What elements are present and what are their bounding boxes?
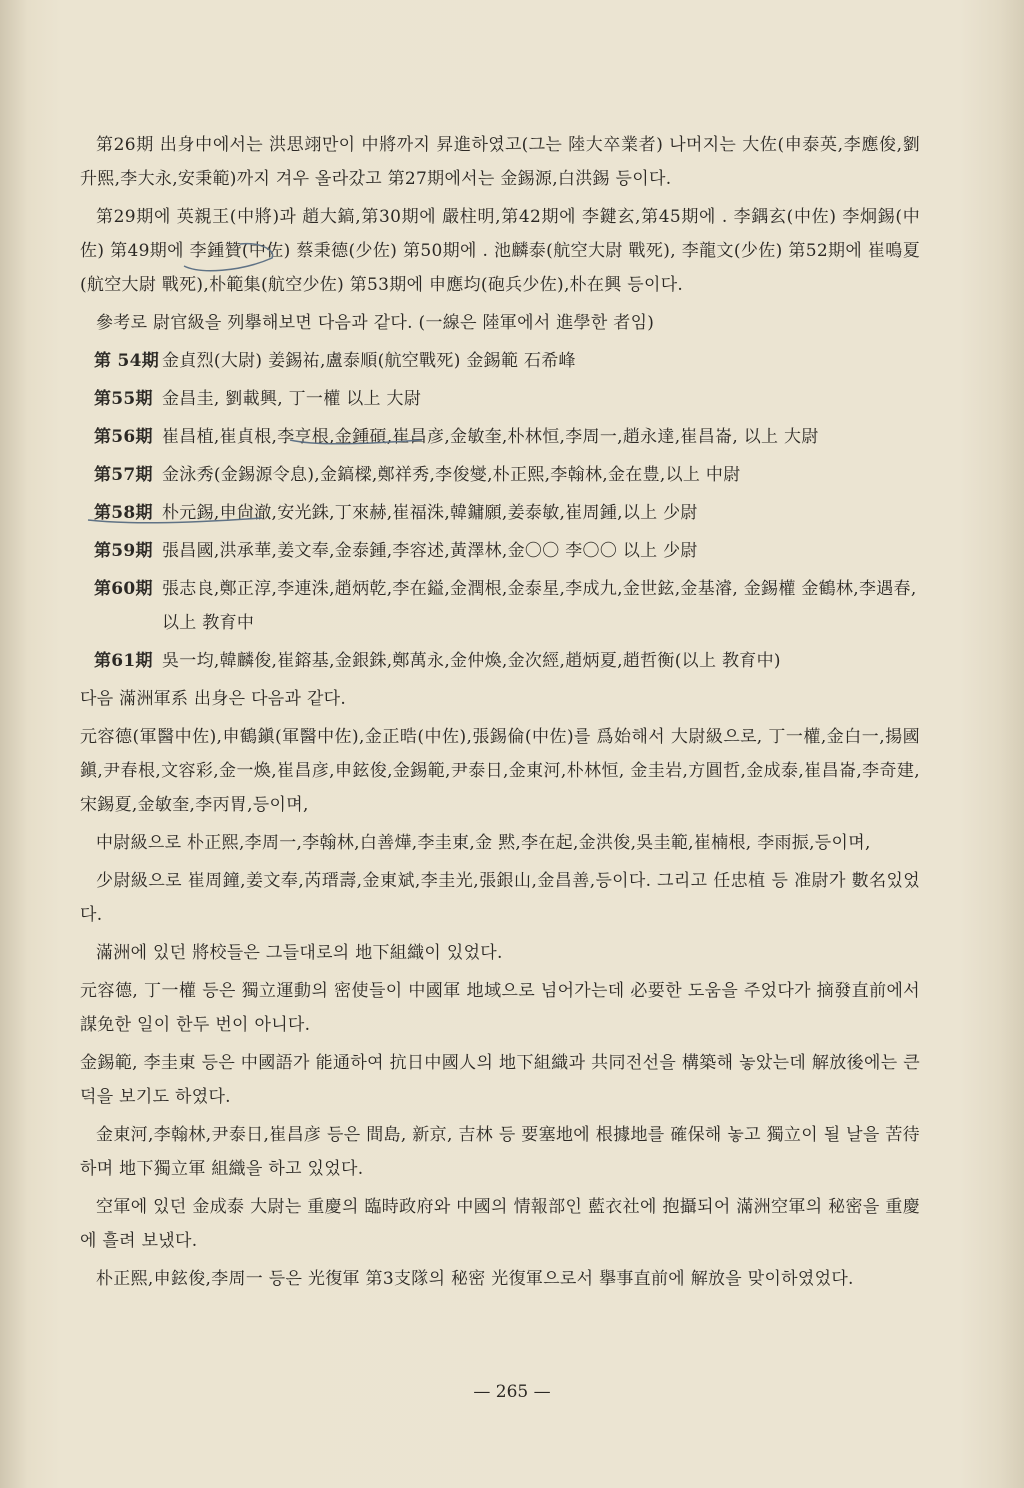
roster-names: 金貞烈(大尉) 姜錫祐,盧泰順(航空戰死) 金錫範 石希峰 bbox=[162, 351, 576, 371]
paragraph: 第26期 出身中에서는 洪思翊만이 中將까지 昇進하였고(그는 陸大卒業者) 나머지는 大佐(申泰英,李應俊,劉升熙,李大永,安秉範)까지 겨우 올라갔고 第27期에서는 金錫源,白洪錫 등이다. bbox=[80, 135, 920, 189]
roster-label: 第60期 bbox=[94, 579, 153, 599]
roster-row bbox=[94, 344, 920, 378]
paragraph: 滿洲에 있던 將校들은 그들대로의 地下組織이 있었다. bbox=[96, 943, 503, 963]
officer-roster bbox=[94, 344, 920, 678]
roster-names: 張昌國,洪承華,姜文奉,金泰鍾,李容述,黃澤林,金〇〇 李〇〇 以上 少尉 bbox=[162, 541, 698, 561]
roster-row bbox=[94, 382, 920, 416]
roster-names: 崔昌植,崔貞根,李亨根,金鍾碩,崔昌彦,金敏奎,朴林恒,李周一,趙永達,崔昌崙, 以上 大尉 bbox=[162, 427, 819, 447]
paragraph: 金東河,李翰林,尹泰日,崔昌彦 등은 間島, 新京, 吉林 등 要塞地에 根據地를 確保해 놓고 獨立이 될 날을 苦待하며 地下獨立軍 組織을 하고 있었다. bbox=[80, 1125, 920, 1179]
roster-label: 第57期 bbox=[94, 465, 153, 485]
roster-label: 第56期 bbox=[94, 427, 153, 447]
roster-row bbox=[94, 534, 920, 568]
paragraph: 空軍에 있던 金成泰 大尉는 重慶의 臨時政府와 中國의 情報部인 藍衣社에 抱攝되어 滿洲空軍의 秘密을 重慶에 흘려 보냈다. bbox=[80, 1197, 920, 1251]
roster-label: 第61期 bbox=[94, 651, 153, 671]
paragraph: 元容德, 丁一權 등은 獨立運動의 密使들이 中國軍 地域으로 넘어가는데 必要한 도움을 주었다가 摘發直前에서 謀免한 일이 한두 번이 아니다. bbox=[80, 981, 920, 1035]
roster-names: 張志良,鄭正淳,李連洙,趙炳乾,李在鎰,金潤根,金泰星,李成九,金世鉉,金基濬, 金錫權 金鶴林,李遇春,以上 教育中 bbox=[162, 579, 917, 633]
roster-row bbox=[94, 644, 920, 678]
roster-label: 第58期 bbox=[94, 503, 153, 523]
paragraph: 金錫範, 李圭東 등은 中國語가 能通하여 抗日中國人의 地下組織과 共同전선을 構築해 놓았는데 解放後에는 큰 덕을 보기도 하였다. bbox=[80, 1053, 920, 1107]
paragraph: 第29期에 英親王(中將)과 趙大鎬,第30期에 嚴柱明,第42期에 李鍵玄,第45期에 . 李鍝玄(中佐) 李炯錫(中佐) 第49期에 李鍾贊(中佐) 蔡秉德(少佐) 第50期에 . 池麟泰(航空大尉 戰死), 李龍文(少佐) 第52期에 崔鳴夏(航空大尉 戰死),朴範集(航空少佐) 第53期에 申應均(砲兵少佐),朴在興 등이다. bbox=[80, 207, 920, 295]
roster-names: 朴元錫,申尙澈,安光銖,丁來赫,崔福洙,韓鏞願,姜泰敏,崔周鍾,以上 少尉 bbox=[162, 503, 698, 523]
roster-row bbox=[94, 496, 920, 530]
roster-label: 第59期 bbox=[94, 541, 153, 561]
roster-names: 金昌圭, 劉載興, 丁一權 以上 大尉 bbox=[162, 389, 422, 409]
roster-row bbox=[94, 420, 920, 454]
paragraph: 參考로 尉官級을 列擧해보면 다음과 같다. (一線은 陸軍에서 進學한 者임) bbox=[96, 313, 655, 333]
roster-names: 吳一均,韓麟俊,崔鎔基,金銀銖,鄭萬永,金仲煥,金次經,趙炳夏,趙哲衡(以上 教育中) bbox=[162, 651, 781, 671]
body-text bbox=[80, 128, 920, 1300]
roster-names: 金泳秀(金錫源令息),金鎬樑,鄭祥秀,李俊燮,朴正熙,李翰林,金在豊,以上 中尉 bbox=[162, 465, 741, 485]
paragraph: 中尉級으로 朴正熙,李周一,李翰林,白善燁,李圭東,金 黙,李在起,金洪俊,吳圭範,崔楠根, 李雨振,등이며, bbox=[96, 833, 871, 853]
roster-row bbox=[94, 572, 920, 640]
paragraph: 朴正熙,申鉉俊,李周一 등은 光復軍 第3支隊의 秘密 光復軍으로서 擧事直前에 解放을 맞이하였었다. bbox=[96, 1269, 854, 1289]
page-number: — 265 — bbox=[473, 1382, 551, 1402]
roster-label: 第 54期 bbox=[94, 351, 160, 371]
paragraph: 少尉級으로 崔周鐘,姜文奉,芮瑨壽,金東斌,李圭光,張銀山,金昌善,등이다. 그리고 任忠植 등 准尉가 數名있었다. bbox=[80, 871, 920, 925]
paragraph: 元容德(軍醫中佐),申鶴鎭(軍醫中佐),金正晧(中佐),張錫倫(中佐)를 爲始해서 大尉級으로, 丁一權,金白一,揚國鎭,尹春根,文容彩,金一煥,崔昌彦,申鉉俊,金錫範,尹泰日,金東河,朴林恒, 金圭岩,方圓哲,金成泰,崔昌崙,李奇建,宋錫夏,金敏奎,李丙胃,등이며, bbox=[80, 727, 920, 815]
roster-row bbox=[94, 458, 920, 492]
roster-label: 第55期 bbox=[94, 389, 153, 409]
paragraph: 다음 滿洲軍系 出身은 다음과 같다. bbox=[80, 689, 347, 709]
